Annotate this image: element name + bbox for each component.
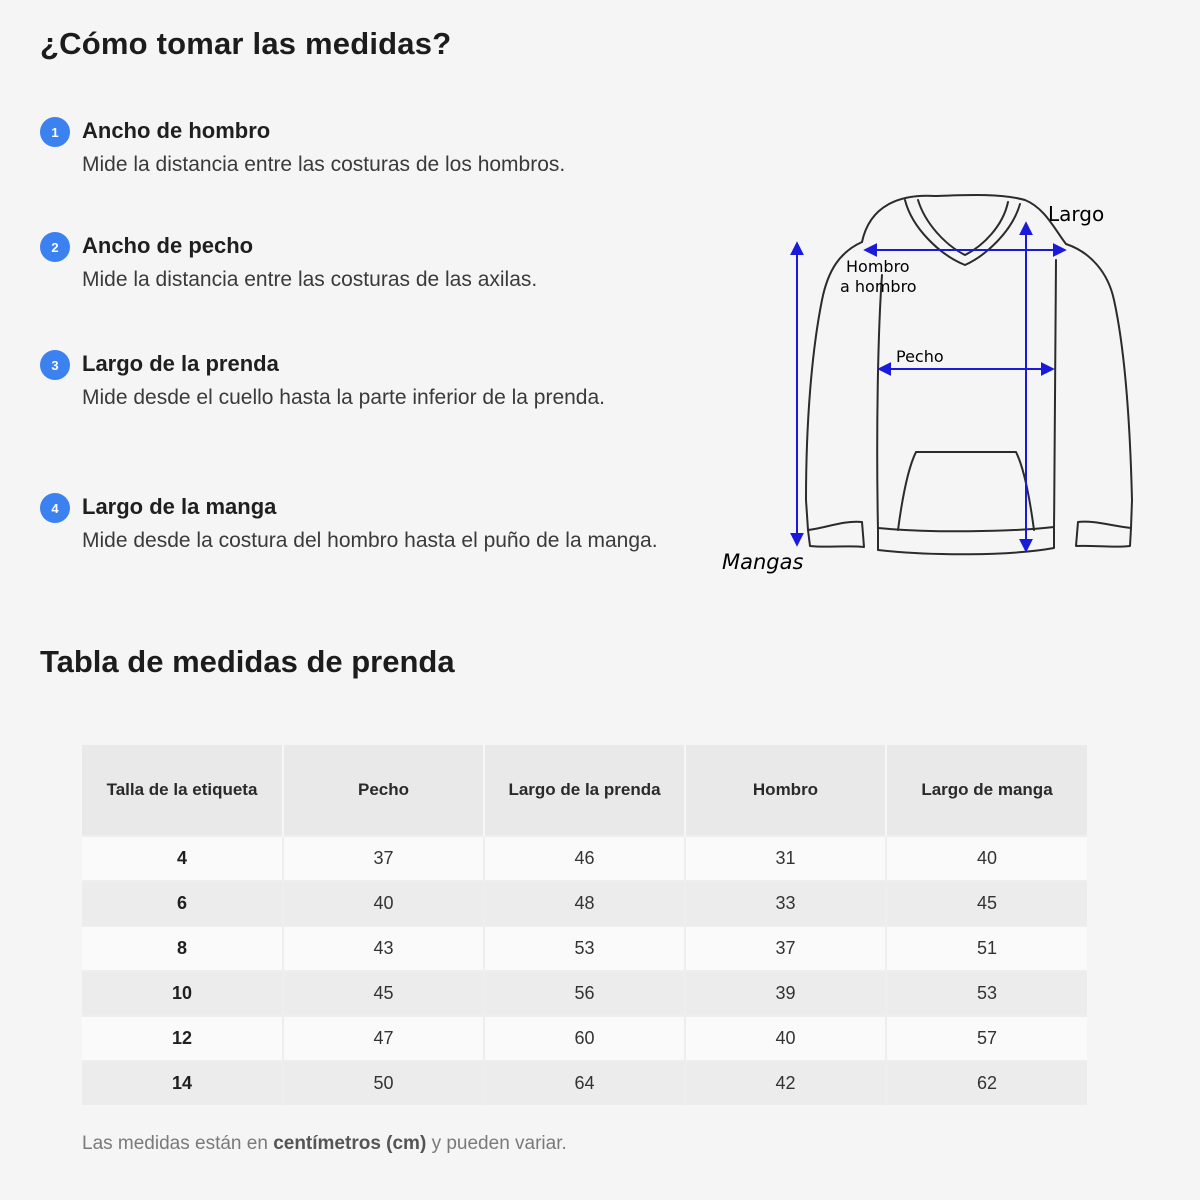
cell-shoulder: 33 (685, 881, 886, 926)
cell-size: 14 (82, 1061, 283, 1105)
label-largo: Largo (1048, 202, 1105, 226)
label-mangas: Mangas (722, 550, 804, 574)
cell-size: 12 (82, 1016, 283, 1061)
cell-length: 64 (484, 1061, 685, 1105)
cell-shoulder: 37 (685, 926, 886, 971)
step-description: Mide desde el cuello hasta la parte inferior de la prenda. (82, 386, 605, 409)
step-title: Largo de la manga (82, 494, 277, 519)
cell-shoulder: 42 (685, 1061, 886, 1105)
column-header-shoulder: Hombro (685, 745, 886, 836)
cell-chest: 45 (283, 971, 484, 1016)
size-table (82, 745, 1087, 1105)
cell-shoulder: 31 (685, 836, 886, 881)
column-header-length: Largo de la prenda (484, 745, 685, 836)
column-header-chest: Pecho (283, 745, 484, 836)
cell-sleeve: 40 (886, 836, 1087, 881)
column-header-size: Talla de la etiqueta (82, 745, 283, 836)
cell-length: 60 (484, 1016, 685, 1061)
step-description: Mide la distancia entre las costuras de las axilas. (82, 268, 538, 291)
size-table-title: Tabla de medidas de prenda (40, 644, 455, 679)
step-title: Ancho de hombro (82, 118, 271, 143)
cell-sleeve: 45 (886, 881, 1087, 926)
cell-size: 8 (82, 926, 283, 971)
cell-shoulder: 40 (685, 1016, 886, 1061)
cell-sleeve: 57 (886, 1016, 1087, 1061)
step-title: Largo de la prenda (82, 351, 279, 376)
cell-chest: 37 (283, 836, 484, 881)
hoodie-diagram (700, 170, 1180, 590)
label-pecho: Pecho (896, 347, 944, 366)
cell-chest: 40 (283, 881, 484, 926)
hoodie-outline (806, 195, 1132, 554)
measurement-arrows (797, 224, 1064, 550)
step-description: Mide desde la costura del hombro hasta el puño de la manga. (82, 529, 658, 552)
column-header-sleeve: Largo de manga (886, 745, 1087, 836)
cell-length: 46 (484, 836, 685, 881)
cell-chest: 47 (283, 1016, 484, 1061)
units-footnote (82, 1133, 567, 1155)
label-hombro-line2: a hombro (840, 277, 917, 296)
cell-size: 6 (82, 881, 283, 926)
table-row (82, 836, 1087, 881)
step-number-badge: 3 (40, 350, 70, 380)
cell-length: 56 (484, 971, 685, 1016)
footnote-text-end: y pueden variar. (426, 1133, 567, 1154)
footnote-units: centímetros (cm) (273, 1133, 427, 1154)
cell-sleeve: 62 (886, 1061, 1087, 1105)
cell-size: 10 (82, 971, 283, 1016)
step-number-badge: 1 (40, 117, 70, 147)
step-number-badge: 2 (40, 232, 70, 262)
cell-length: 53 (484, 926, 685, 971)
page-title: ¿Cómo tomar las medidas? (40, 26, 452, 61)
cell-shoulder: 39 (685, 971, 886, 1016)
cell-length: 48 (484, 881, 685, 926)
table-row (82, 971, 1087, 1016)
step-number-badge: 4 (40, 493, 70, 523)
step-description: Mide la distancia entre las costuras de los hombros. (82, 153, 566, 176)
step-title: Ancho de pecho (82, 233, 254, 258)
cell-size: 4 (82, 836, 283, 881)
cell-sleeve: 53 (886, 971, 1087, 1016)
table-row (82, 926, 1087, 971)
cell-chest: 50 (283, 1061, 484, 1105)
table-header-row (82, 745, 1087, 836)
cell-chest: 43 (283, 926, 484, 971)
cell-sleeve: 51 (886, 926, 1087, 971)
table-row (82, 1016, 1087, 1061)
label-hombro-line1: Hombro (846, 257, 910, 276)
footnote-text: Las medidas están en (82, 1133, 274, 1154)
table-row (82, 881, 1087, 926)
table-row (82, 1061, 1087, 1105)
